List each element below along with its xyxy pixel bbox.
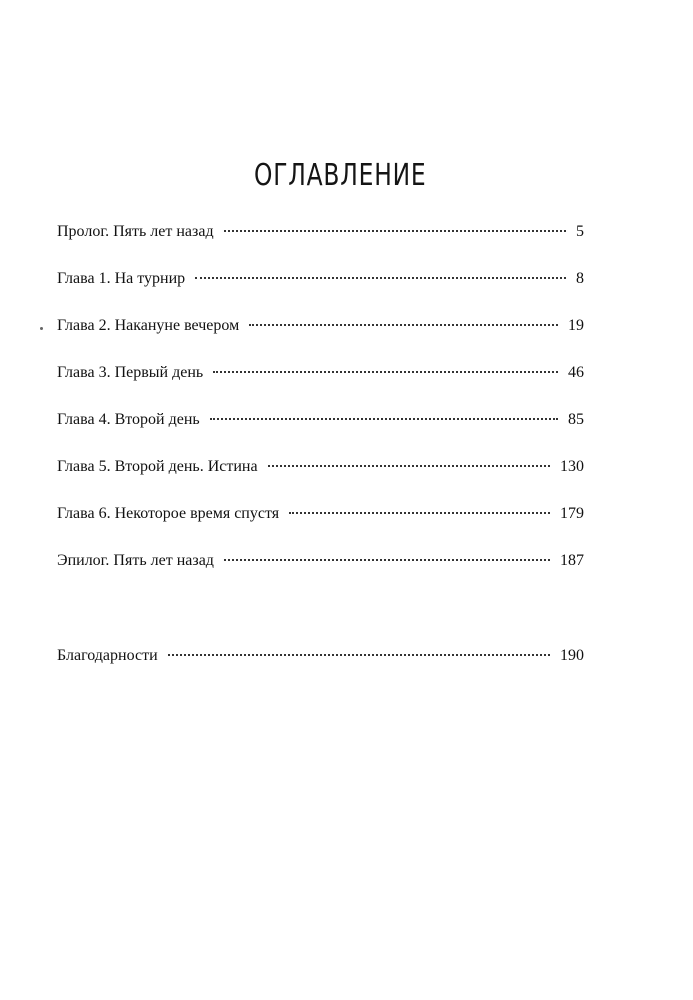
toc-entry-label: Глава 5. Второй день. Истина: [57, 458, 258, 475]
page-title: ОГЛАВЛЕНИЕ: [254, 158, 427, 193]
toc-page-number: 179: [560, 505, 584, 522]
toc-dot-leader: [213, 371, 558, 373]
toc-entry-label: Глава 4. Второй день: [57, 411, 200, 428]
toc-entry-label: Глава 6. Некоторое время спустя: [57, 505, 280, 522]
toc-page-number: 8: [576, 270, 584, 287]
toc-dot-leader: [195, 277, 566, 279]
toc-entry-label: Благодарности: [57, 647, 158, 664]
toc-entry-label: Эпилог. Пять лет назад: [57, 552, 214, 569]
toc-entry-chapter-3[interactable]: [57, 364, 584, 411]
toc-entry-label: Пролог. Пять лет назад: [57, 223, 214, 240]
toc-dot-leader: [168, 654, 550, 656]
toc-dot-leader: [224, 230, 566, 232]
toc-entry-epilogue[interactable]: [57, 552, 584, 599]
toc-entry-label: Глава 2. Накануне вечером: [57, 317, 240, 334]
toc-dot-leader: [249, 324, 558, 326]
toc-entry-label: Глава 3. Первый день: [57, 364, 204, 381]
toc-entry-chapter-4[interactable]: [57, 411, 584, 458]
toc-page-number: 190: [560, 647, 584, 664]
table-of-contents: [57, 223, 584, 694]
toc-entry-chapter-2[interactable]: [57, 317, 584, 364]
toc-entry-acknowledgements[interactable]: [57, 647, 584, 694]
toc-dot-leader: [289, 512, 550, 514]
toc-page-number: 46: [568, 364, 584, 381]
toc-page-number: 130: [560, 458, 584, 475]
toc-page-number: 19: [568, 317, 584, 334]
toc-entry-chapter-1[interactable]: [57, 270, 584, 317]
toc-dot-leader: [210, 418, 558, 420]
toc-dot-leader: [268, 465, 550, 467]
toc-entry-label: Глава 1. На турнир: [57, 270, 186, 287]
toc-dot-leader: [224, 559, 550, 561]
toc-entry-prologue[interactable]: [57, 223, 584, 270]
toc-page-number: 85: [568, 411, 584, 428]
toc-page-number: 187: [560, 552, 584, 569]
toc-entry-chapter-6[interactable]: [57, 505, 584, 552]
toc-entry-chapter-5[interactable]: [57, 458, 584, 505]
toc-page-number: 5: [576, 223, 584, 240]
stray-mark: [40, 327, 43, 330]
